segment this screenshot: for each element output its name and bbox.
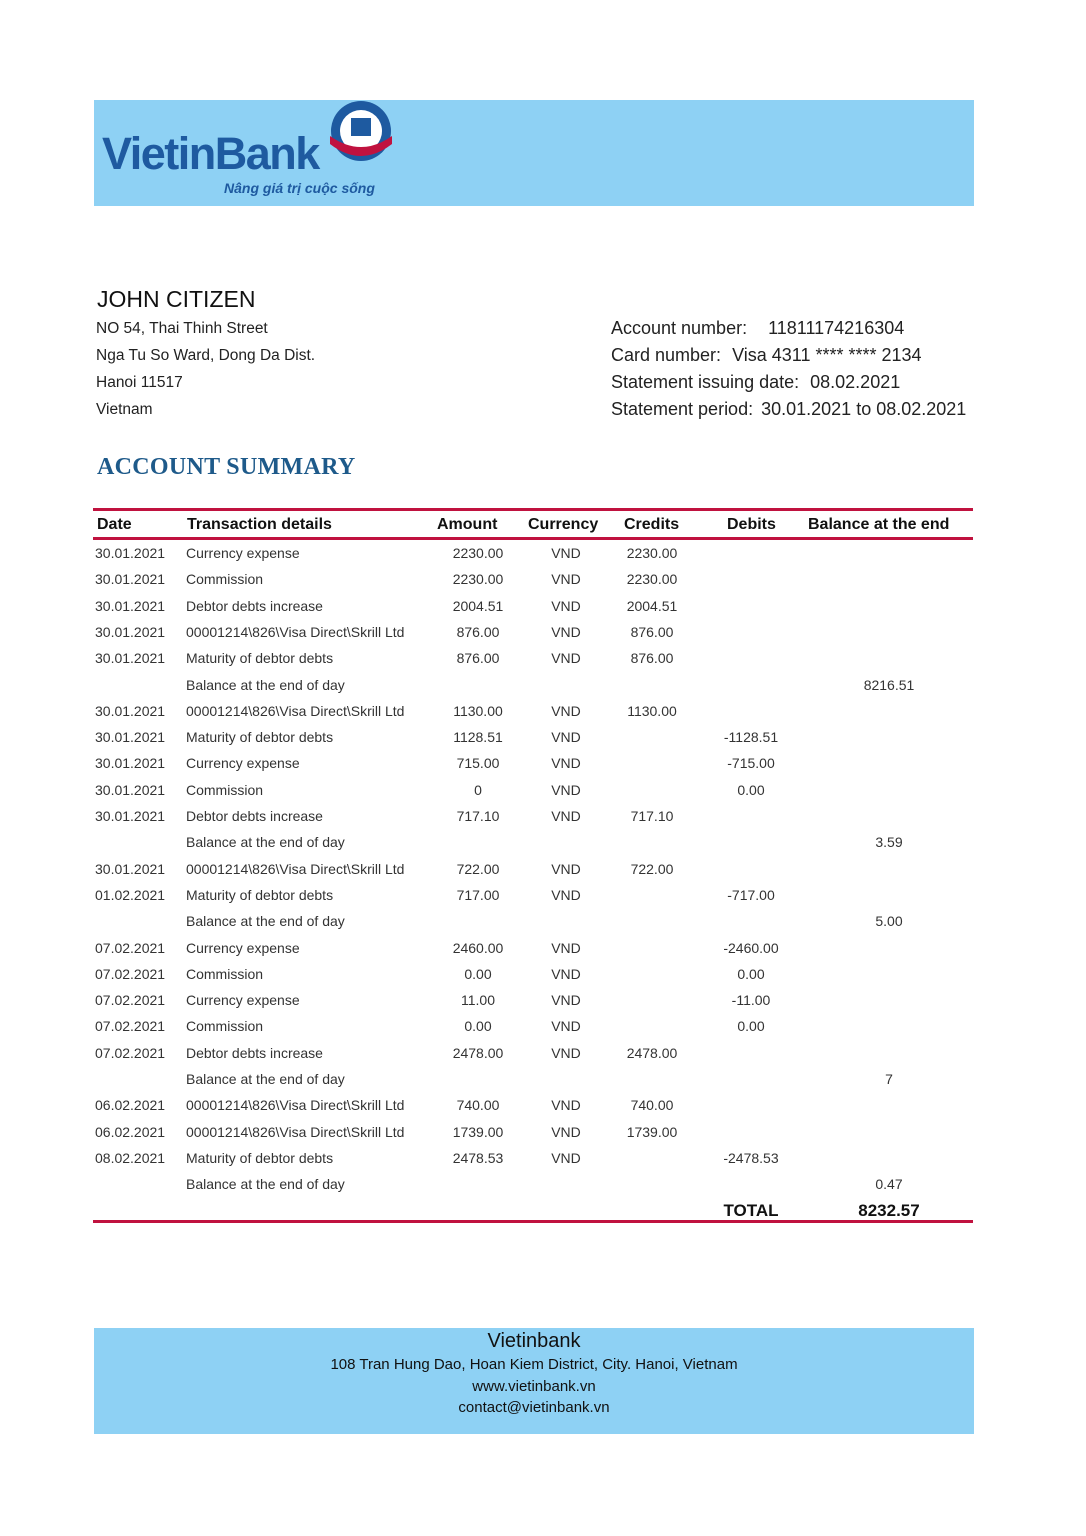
table-row — [93, 987, 973, 1013]
cell-currency: VND — [551, 571, 581, 588]
cell-details: 00001214\826\Visa Direct\Skrill Ltd — [186, 702, 405, 719]
table-row — [93, 1092, 973, 1118]
cell-date: 07.02.2021 — [95, 1044, 166, 1061]
total-value: 8232.57 — [858, 1201, 920, 1220]
col-header-currency: Currency — [528, 516, 599, 533]
cell-debits: -1128.51 — [723, 729, 779, 746]
table-row — [93, 935, 973, 961]
col-header-date: Date — [97, 516, 132, 533]
card-number-label: Card number: — [611, 345, 722, 365]
table-header — [93, 511, 973, 539]
cell-date: 07.02.2021 — [95, 965, 166, 982]
cell-currency: VND — [551, 1149, 581, 1166]
cell-debits: -717.00 — [727, 886, 775, 903]
cell-amount: 2478.53 — [452, 1149, 504, 1166]
cell-credits: 2230.00 — [626, 545, 678, 561]
cell-debits: 0.00 — [737, 1018, 765, 1035]
table-row — [93, 908, 973, 934]
table-row — [93, 829, 973, 855]
cell-amount: 0.00 — [464, 965, 492, 982]
table-row — [93, 1040, 973, 1066]
cell-date: 30.01.2021 — [95, 860, 166, 877]
cell-date: 06.02.2021 — [95, 1097, 166, 1114]
table-row — [93, 856, 973, 882]
cell-date: 30.01.2021 — [95, 571, 166, 588]
cell-amount: 2230.00 — [452, 571, 504, 588]
cell-credits: 2478.00 — [626, 1044, 678, 1061]
footer-email-link[interactable]: contact@vietinbank.vn — [458, 1399, 610, 1416]
table-row — [93, 961, 973, 987]
table-row — [93, 724, 973, 750]
cell-details: 00001214\826\Visa Direct\Skrill Ltd — [186, 1123, 405, 1140]
customer-address-line: NO 54, Thai Thinh Street — [96, 320, 268, 337]
issue-date-label: Statement issuing date: — [611, 372, 800, 392]
account-number-label: Account number: — [611, 318, 748, 338]
table-row — [93, 672, 973, 698]
cell-details: Debtor debts increase — [186, 808, 323, 824]
cell-currency: VND — [551, 860, 581, 877]
cell-credits: 1130.00 — [627, 702, 677, 719]
cell-currency: VND — [551, 1044, 581, 1061]
footer-band — [94, 1328, 974, 1434]
cell-details: Maturity of debtor debts — [186, 650, 334, 667]
cell-details: Debtor debts increase — [186, 597, 323, 614]
cell-balance: 3.59 — [875, 834, 903, 851]
cell-credits: 2004.51 — [626, 597, 678, 614]
cell-amount: 2004.51 — [452, 597, 504, 614]
cell-amount: 0 — [474, 781, 482, 798]
col-header-debits: Debits — [727, 516, 776, 533]
cell-details: 00001214\826\Visa Direct\Skrill Ltd — [186, 623, 405, 640]
cell-details: Currency expense — [186, 545, 300, 561]
table-row — [93, 593, 973, 619]
cell-amount: 715.00 — [456, 755, 500, 772]
cell-amount: 740.00 — [456, 1097, 500, 1114]
table-row — [93, 540, 973, 566]
cell-date: 06.02.2021 — [95, 1123, 166, 1140]
cell-amount: 1739.00 — [452, 1123, 504, 1140]
cell-details: Commission — [186, 965, 264, 982]
cell-amount: 2230.00 — [452, 545, 504, 561]
cell-currency: VND — [551, 886, 581, 903]
cell-debits: 0.00 — [737, 965, 765, 982]
cell-balance: 0.47 — [875, 1176, 903, 1193]
cell-details: Debtor debts increase — [186, 1044, 323, 1061]
cell-currency: VND — [551, 597, 581, 614]
cell-currency: VND — [551, 808, 581, 824]
total-label: TOTAL — [723, 1201, 779, 1220]
cell-debits: -715.00 — [727, 755, 775, 772]
statement-period — [611, 399, 966, 420]
cell-credits: 2230.00 — [626, 571, 678, 588]
cell-amount: 2460.00 — [452, 939, 504, 956]
table-row — [93, 698, 973, 724]
cell-currency: VND — [551, 729, 581, 746]
table-row — [93, 777, 973, 803]
table-row — [93, 803, 973, 829]
customer-address-line: Hanoi 11517 — [96, 374, 183, 391]
card-number-value: Visa 4311 **** **** 2134 — [732, 345, 922, 365]
table-row — [93, 1119, 973, 1145]
cell-details: 00001214\826\Visa Direct\Skrill Ltd — [186, 860, 405, 877]
cell-balance: 5.00 — [875, 913, 903, 930]
col-header-credits: Credits — [624, 516, 680, 533]
cell-currency: VND — [551, 755, 581, 772]
cell-date: 30.01.2021 — [95, 781, 166, 798]
cell-credits: 876.00 — [630, 650, 674, 667]
cell-amount: 717.00 — [456, 886, 500, 903]
cell-currency: VND — [551, 992, 581, 1009]
cell-currency: VND — [551, 781, 581, 798]
table-bottom-rule — [93, 1220, 973, 1223]
customer-address-line: Nga Tu So Ward, Dong Da Dist. — [96, 347, 316, 364]
section-title: ACCOUNT SUMMARY — [97, 454, 356, 480]
cell-date: 30.01.2021 — [95, 808, 166, 824]
cell-currency: VND — [551, 650, 581, 667]
cell-currency: VND — [551, 702, 581, 719]
cell-details: 00001214\826\Visa Direct\Skrill Ltd — [186, 1097, 405, 1114]
table-row — [93, 750, 973, 776]
cell-amount: 1130.00 — [453, 702, 503, 719]
total-row — [93, 1196, 973, 1222]
cell-details: Balance at the end of day — [186, 1071, 345, 1087]
cell-details: Maturity of debtor debts — [186, 886, 334, 903]
cell-credits: 740.00 — [630, 1097, 674, 1114]
footer-website-link[interactable]: www.vietinbank.vn — [472, 1378, 596, 1395]
cell-details: Currency expense — [186, 939, 300, 956]
cell-details: Balance at the end of day — [186, 676, 345, 693]
cell-currency: VND — [551, 1123, 581, 1140]
cell-details: Currency expense — [186, 992, 300, 1009]
cell-details: Commission — [186, 571, 264, 588]
cell-debits: -11.00 — [731, 992, 771, 1009]
bank-emblem-icon — [326, 96, 396, 166]
cell-credits: 1739.00 — [626, 1123, 678, 1140]
footer-address: 108 Tran Hung Dao, Hoan Kiem District, City. Hanoi, Vietnam — [330, 1356, 738, 1373]
card-number — [611, 345, 922, 366]
period-value: 30.01.2021 to 08.02.2021 — [761, 399, 967, 419]
cell-balance: 8216.51 — [863, 676, 915, 693]
cell-currency: VND — [551, 965, 581, 982]
cell-credits: 722.00 — [630, 860, 674, 877]
cell-details: Commission — [186, 781, 264, 798]
statement-issue-date — [611, 372, 900, 393]
cell-amount: 876.00 — [456, 623, 500, 640]
cell-currency: VND — [551, 939, 581, 956]
cell-amount: 722.00 — [456, 860, 500, 877]
table-row — [93, 619, 973, 645]
cell-date: 30.01.2021 — [95, 597, 166, 614]
table-row — [93, 645, 973, 671]
table-row — [93, 1145, 973, 1171]
cell-debits: -2478.53 — [723, 1149, 779, 1166]
cell-amount: 11.00 — [461, 992, 495, 1009]
account-number-value: 11811174216304 — [768, 318, 905, 338]
cell-currency: VND — [551, 623, 581, 640]
col-header-details: Transaction details — [187, 516, 332, 533]
cell-currency: VND — [551, 545, 581, 561]
cell-amount: 1128.51 — [453, 729, 503, 746]
cell-details: Commission — [186, 1018, 264, 1035]
footer-bank-name: Vietinbank — [487, 1330, 581, 1352]
cell-amount: 0.00 — [464, 1018, 492, 1035]
table-row — [93, 566, 973, 592]
cell-details: Balance at the end of day — [186, 1176, 345, 1193]
cell-date: 08.02.2021 — [95, 1149, 166, 1166]
table-row — [93, 882, 973, 908]
issue-date-value: 08.02.2021 — [810, 372, 901, 392]
customer-name: JOHN CITIZEN — [97, 286, 256, 312]
header-band — [94, 100, 974, 206]
cell-currency: VND — [551, 1018, 581, 1035]
table-row — [93, 1013, 973, 1039]
cell-date: 30.01.2021 — [95, 623, 166, 640]
cell-date: 30.01.2021 — [95, 755, 166, 772]
bank-tagline: Nâng giá trị cuộc sống — [224, 180, 375, 196]
cell-date: 07.02.2021 — [95, 939, 166, 956]
cell-debits: 0.00 — [737, 781, 765, 798]
cell-balance: 7 — [885, 1071, 893, 1087]
cell-details: Balance at the end of day — [186, 913, 345, 930]
cell-amount: 876.00 — [456, 650, 500, 667]
cell-details: Maturity of debtor debts — [186, 729, 334, 746]
cell-amount: 717.10 — [456, 808, 500, 824]
col-header-balance: Balance at the end — [808, 516, 950, 533]
cell-date: 30.01.2021 — [95, 545, 166, 561]
cell-amount: 2478.00 — [452, 1044, 504, 1061]
cell-currency: VND — [551, 1097, 581, 1114]
customer-address-line: Vietnam — [96, 401, 153, 418]
cell-date: 07.02.2021 — [95, 1018, 166, 1035]
cell-date: 30.01.2021 — [95, 702, 166, 719]
table-row — [93, 1066, 973, 1092]
cell-debits: -2460.00 — [723, 939, 779, 956]
table-row — [93, 1171, 973, 1197]
cell-details: Balance at the end of day — [186, 834, 345, 851]
cell-date: 30.01.2021 — [95, 729, 166, 746]
bank-logo: VietinBank — [102, 128, 319, 179]
cell-credits: 876.00 — [630, 623, 674, 640]
cell-date: 07.02.2021 — [95, 992, 166, 1009]
cell-date: 30.01.2021 — [95, 650, 166, 667]
cell-date: 01.02.2021 — [95, 886, 166, 903]
cell-credits: 717.10 — [630, 808, 674, 824]
col-header-amount: Amount — [437, 516, 498, 533]
account-number — [611, 318, 904, 339]
cell-details: Currency expense — [186, 755, 300, 772]
period-label: Statement period: — [611, 399, 754, 419]
cell-details: Maturity of debtor debts — [186, 1149, 334, 1166]
